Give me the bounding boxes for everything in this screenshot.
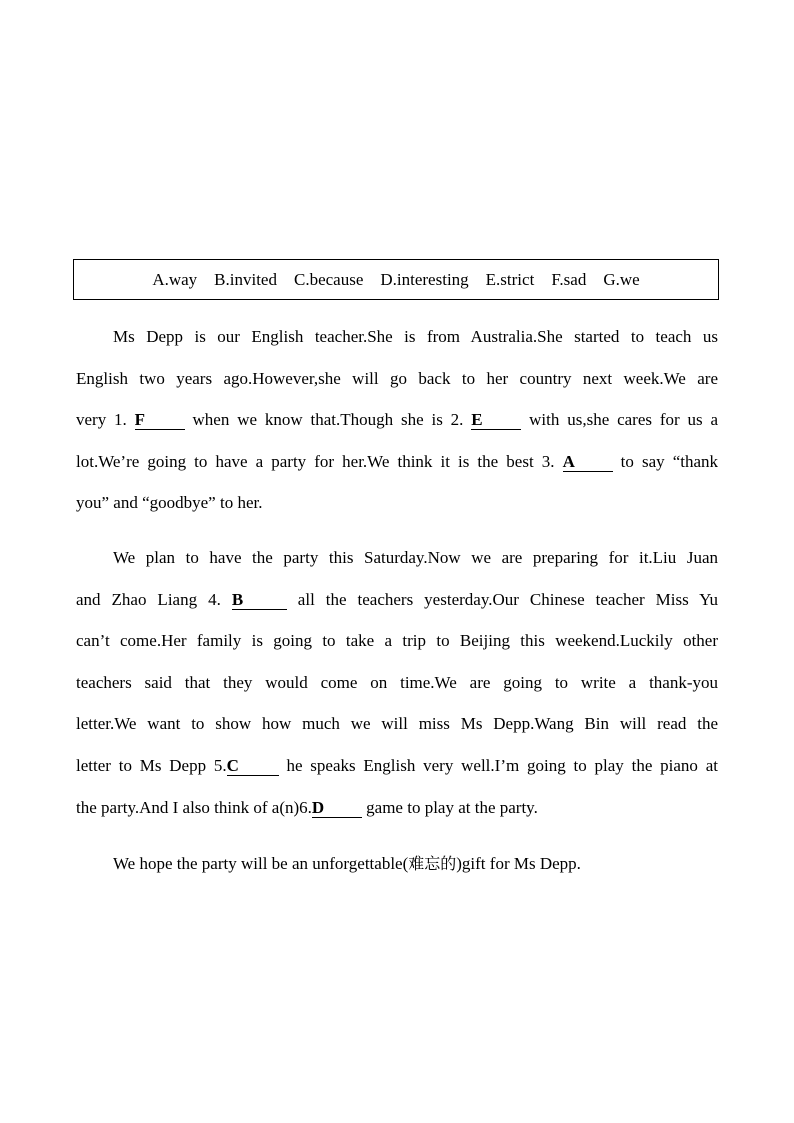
p1-line-3-text-b: when we know that.Though she is 2. — [192, 410, 464, 430]
paragraph-2 — [76, 537, 718, 828]
p3-text-b: )gift for Ms Depp. — [456, 854, 581, 873]
p1-line-4-text-b: to say “thank — [620, 451, 719, 471]
p1-line-2: English two years ago.However,she will go back to her country next week.We are — [76, 368, 718, 388]
p1-line-1: Ms Depp is our English teacher.She is from Australia.She started to teach us — [113, 327, 718, 346]
p2-line-1: We plan to have the party this Saturday.Now we are preparing for it.Liu Juan — [113, 548, 718, 567]
p1-line-5: you” and “goodbye” to her. — [76, 493, 263, 513]
p2-line-6 — [76, 745, 718, 787]
paragraph-1 — [76, 316, 718, 524]
blank-2-answer: E — [471, 411, 521, 430]
p2-line-5: letter.We want to show how much we will miss Ms Depp.Wang Bin will read the — [76, 714, 718, 734]
blank-1-answer: F — [135, 411, 185, 430]
p3-chinese-gloss: 难忘的 — [408, 854, 457, 873]
p2-line-6-text-a: letter to Ms Depp 5. — [76, 755, 227, 775]
p2-line-7-text-a: the party.And I also think of a(n)6. — [76, 797, 312, 817]
p1-line-3-text-a: very 1. — [76, 410, 127, 430]
blank-5-answer: C — [227, 757, 279, 776]
option-b: B.invited — [214, 269, 277, 289]
p2-line-7-text-b: game to play at the party. — [366, 797, 538, 817]
p1-line-3 — [76, 399, 718, 441]
blank-4-answer: B — [232, 591, 287, 610]
p2-line-6-text-b: he speaks English very well.I’m going to play the piano at — [286, 755, 719, 775]
p2-line-7 — [76, 787, 718, 829]
blank-6-answer: D — [312, 799, 362, 818]
option-e: E.strict — [485, 269, 535, 289]
p2-line-4: teachers said that they would come on time.We are going to write a thank-you — [76, 672, 718, 692]
p2-line-2-text-b: all the teachers yesterday.Our Chinese teacher Miss Yu — [297, 589, 718, 609]
option-f: F.sad — [551, 269, 587, 289]
p2-line-3: can’t come.Her family is going to take a trip to Beijing this weekend.Luckily other — [76, 631, 718, 651]
p3-text-a: We hope the party will be an unforgettable( — [113, 854, 409, 873]
p2-line-2 — [76, 579, 718, 621]
p3-line-1 — [76, 843, 718, 885]
option-d: D.interesting — [380, 269, 469, 289]
option-a: A.way — [152, 269, 198, 289]
option-c: C.because — [293, 269, 364, 289]
blank-3-answer: A — [563, 453, 613, 472]
word-bank-box — [73, 259, 719, 300]
p1-line-3-text-c: with us,she cares for us a — [529, 410, 719, 430]
p1-line-4-text-a: lot.We’re going to have a party for her.We think it is the best 3. — [76, 451, 555, 471]
option-g: G.we — [603, 269, 640, 289]
paragraph-3 — [76, 843, 718, 885]
p2-line-2-text-a: and Zhao Liang 4. — [76, 589, 221, 609]
p1-line-4 — [76, 441, 718, 483]
